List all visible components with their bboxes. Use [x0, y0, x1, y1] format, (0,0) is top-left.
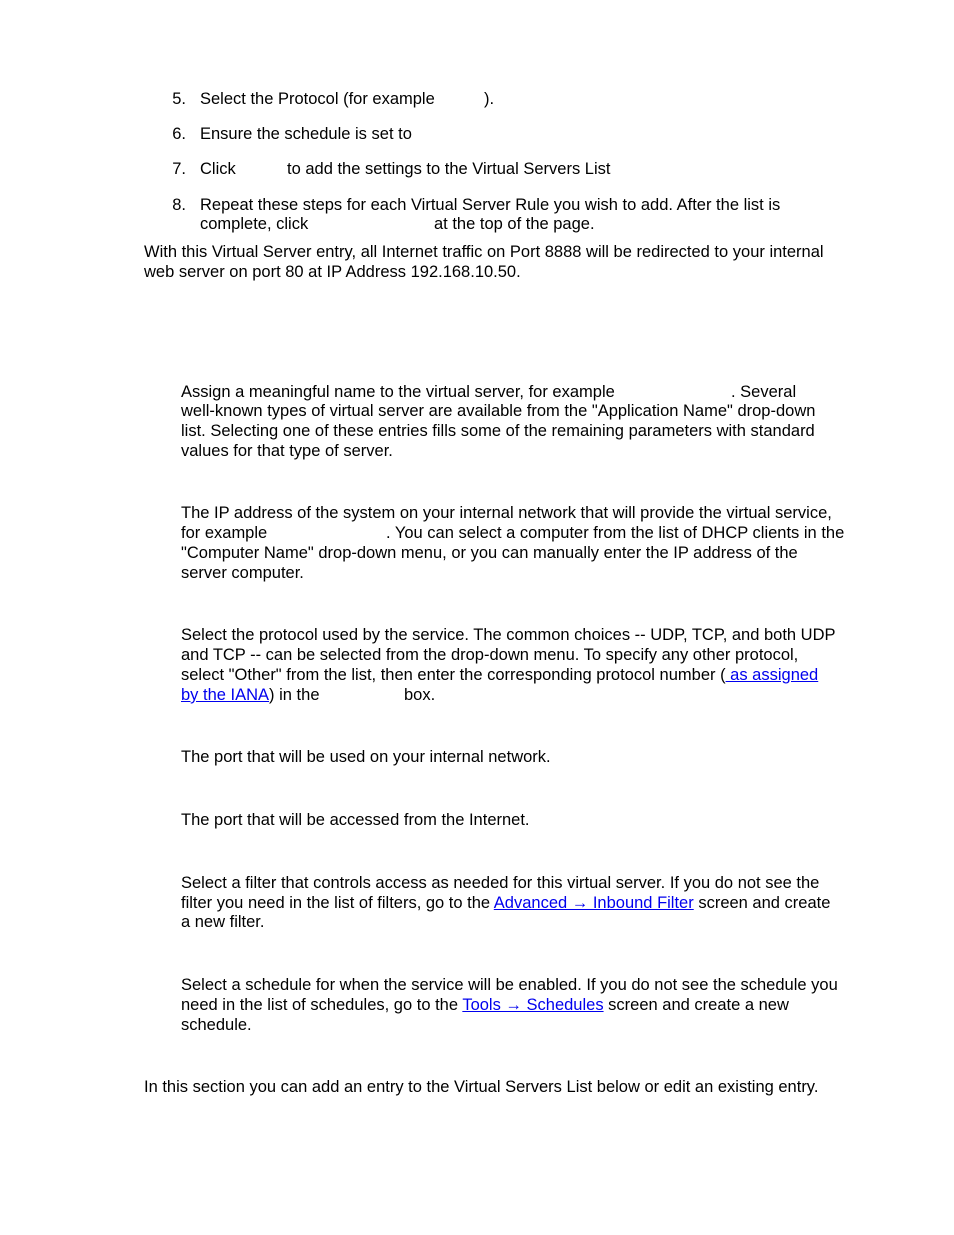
- desc-line: Assign a meaningful name to the virtual server, for example: [181, 383, 615, 401]
- desc-text: need in the list of schedules, go to the: [181, 996, 459, 1014]
- desc-line: for example: [181, 524, 268, 542]
- schedules-link[interactable]: Tools → Schedules: [462, 996, 604, 1014]
- desc-line: a new filter.: [181, 913, 265, 931]
- public-port-description: The port that will be accessed from the Internet.: [181, 811, 530, 829]
- desc-line: . You can select a computer from the list of DHCP clients in the: [386, 524, 845, 542]
- inbound-filter-link[interactable]: Advanced → Inbound Filter: [493, 894, 694, 912]
- desc-line: values for that type of server.: [181, 442, 393, 460]
- desc-text: select "Other" from the list, then enter the corresponding protocol number (: [181, 666, 726, 684]
- desc-line: [181, 893, 830, 913]
- step-number: 8.: [172, 196, 186, 214]
- desc-line: well-known types of virtual server are available from the "Application Name" drop-down: [181, 402, 816, 420]
- step-number: 6.: [172, 125, 186, 143]
- iana-link[interactable]: as assigned: [725, 666, 819, 684]
- private-port-description: The port that will be used on your internal network.: [181, 748, 551, 766]
- summary-line: web server on port 80 at IP Address 192.168.10.50.: [144, 263, 521, 281]
- desc-line: [181, 685, 320, 705]
- desc-line: The IP address of the system on your internal network that will provide the virtual service,: [181, 504, 832, 522]
- step-text-suffix: to add the settings to the Virtual Servers List: [287, 160, 611, 178]
- desc-line: . Several: [731, 383, 797, 401]
- desc-line: box.: [404, 686, 436, 704]
- desc-line: Select a schedule for when the service will be enabled. If you do not see the schedule you: [181, 976, 838, 994]
- desc-line: [181, 665, 818, 685]
- step-text: Repeat these steps for each Virtual Server Rule you wish to add. After the list is: [200, 196, 781, 214]
- desc-text: screen and create: [698, 894, 831, 912]
- step-number: 7.: [172, 160, 186, 178]
- desc-line: Select the protocol used by the service. The common choices -- UDP, TCP, and both UDP: [181, 626, 836, 644]
- step-text: Click: [200, 160, 236, 178]
- step-text: Select the Protocol (for example: [200, 90, 435, 108]
- desc-text: screen and create a new: [608, 996, 789, 1014]
- desc-text: filter you need in the list of filters, go to the: [181, 894, 491, 912]
- desc-text: ) in the: [269, 686, 320, 704]
- step-text: complete, click: [200, 215, 309, 233]
- desc-line: [181, 995, 789, 1015]
- summary-line: With this Virtual Server entry, all Internet traffic on Port 8888 will be redirected to your internal: [144, 243, 824, 261]
- step-text-suffix: at the top of the page.: [434, 215, 595, 233]
- desc-line: Select a filter that controls access as needed for this virtual server. If you do not see the: [181, 874, 820, 892]
- desc-line: list. Selecting one of these entries fills some of the remaining parameters with standard: [181, 422, 815, 440]
- step-text-suffix: ).: [484, 90, 495, 108]
- desc-line: server computer.: [181, 564, 304, 582]
- desc-line: and TCP -- can be selected from the drop-down menu. To specify any other protocol,: [181, 646, 799, 664]
- section-intro: In this section you can add an entry to the Virtual Servers List below or edit an existing entry.: [144, 1078, 819, 1096]
- step-number: 5.: [172, 90, 186, 108]
- desc-line: schedule.: [181, 1016, 252, 1034]
- desc-line: "Computer Name" drop-down menu, or you can manually enter the IP address of the: [181, 544, 798, 562]
- step-text: Ensure the schedule is set to: [200, 125, 412, 143]
- iana-link-continued[interactable]: by the IANA: [181, 686, 270, 704]
